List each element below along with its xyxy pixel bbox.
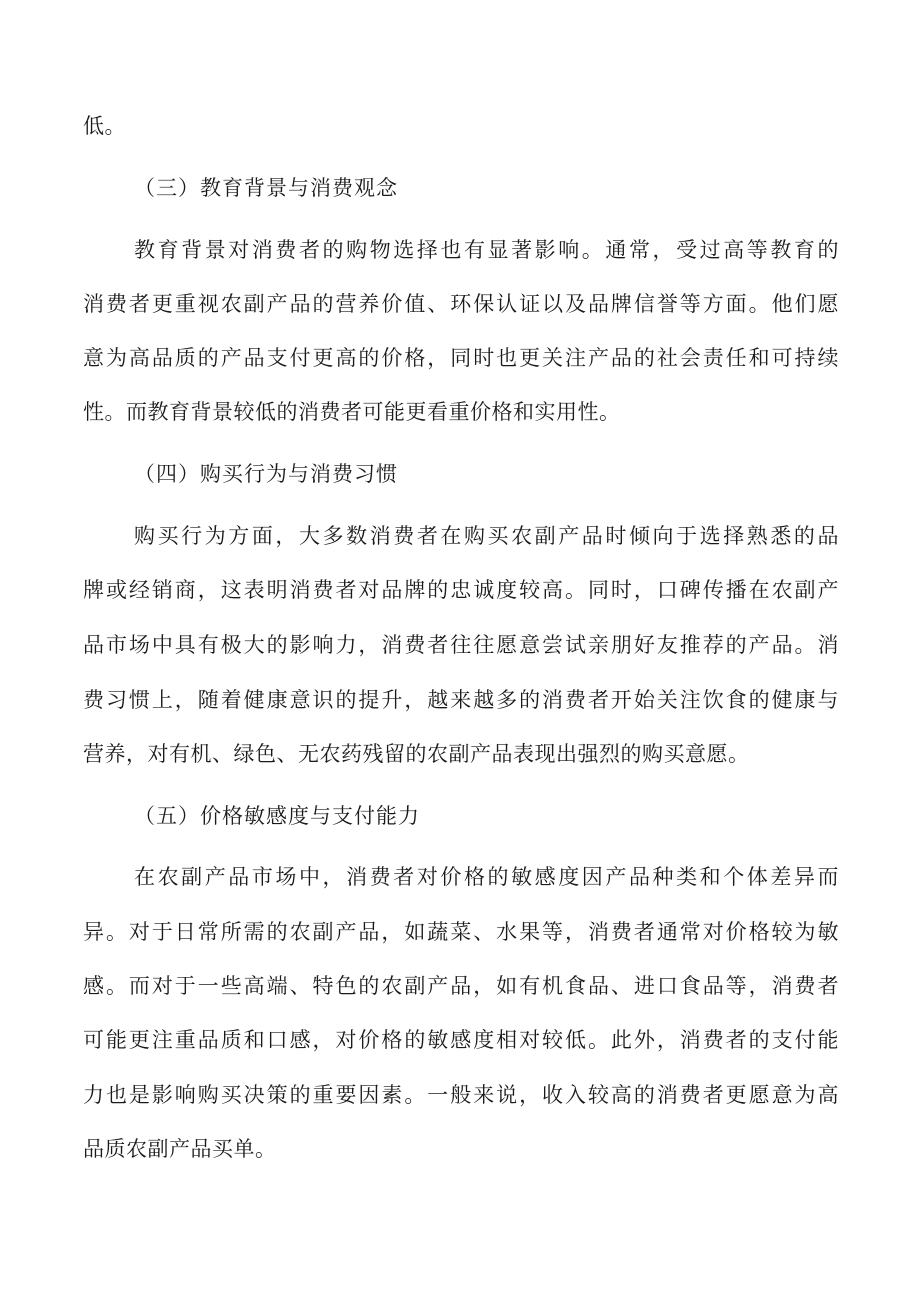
paragraph-line: 品市场中具有极大的影响力，消费者往往愿意尝试亲朋好友推荐的产品。消 [83, 633, 839, 657]
paragraph-line: 营养，对有机、绿色、无农药残留的农副产品表现出强烈的购买意愿。 [83, 742, 750, 766]
paragraph-line: 可能更注重品质和口感，对价格的敏感度相对较低。此外，消费者的支付能 [83, 1028, 839, 1052]
paragraph-line: 异。对于日常所需的农副产品，如蔬菜、水果等，消费者通常对价格较为敏 [83, 920, 839, 944]
paragraph-line: 购买行为方面，大多数消费者在购买农副产品时倾向于选择熟悉的品 [134, 524, 839, 548]
paragraph-line: 意为高品质的产品支付更高的价格，同时也更关注产品的社会责任和可持续 [83, 346, 839, 370]
section-heading-3: （三）教育背景与消费观念 [134, 176, 398, 200]
section-heading-5: （五）价格敏感度与支付能力 [134, 804, 420, 828]
paragraph-line: 性。而教育背景较低的消费者可能更看重价格和实用性。 [83, 400, 621, 424]
paragraph-line: 牌或经销商，这表明消费者对品牌的忠诚度较高。同时，口碑传播在农副产 [83, 578, 839, 602]
paragraph-line: 感。而对于一些高端、特色的农副产品，如有机食品、进口食品等，消费者 [83, 974, 839, 998]
section-heading-4: （四）购买行为与消费习惯 [134, 462, 398, 486]
paragraph-line: 教育背景对消费者的购物选择也有显著影响。通常，受过高等教育的 [134, 238, 839, 262]
paragraph-line: 费习惯上，随着健康意识的提升，越来越多的消费者开始关注饮食的健康与 [83, 688, 839, 712]
paragraph-line: 力也是影响购买决策的重要因素。一般来说，收入较高的消费者更愿意为高 [83, 1083, 839, 1107]
paragraph-line: 在农副产品市场中，消费者对价格的敏感度因产品种类和个体差异而 [134, 865, 839, 889]
paragraph-line: 低。 [83, 114, 126, 138]
paragraph-line: 消费者更重视农副产品的营养价值、环保认证以及品牌信誉等方面。他们愿 [83, 292, 839, 316]
paragraph-line: 品质农副产品买单。 [83, 1137, 277, 1161]
